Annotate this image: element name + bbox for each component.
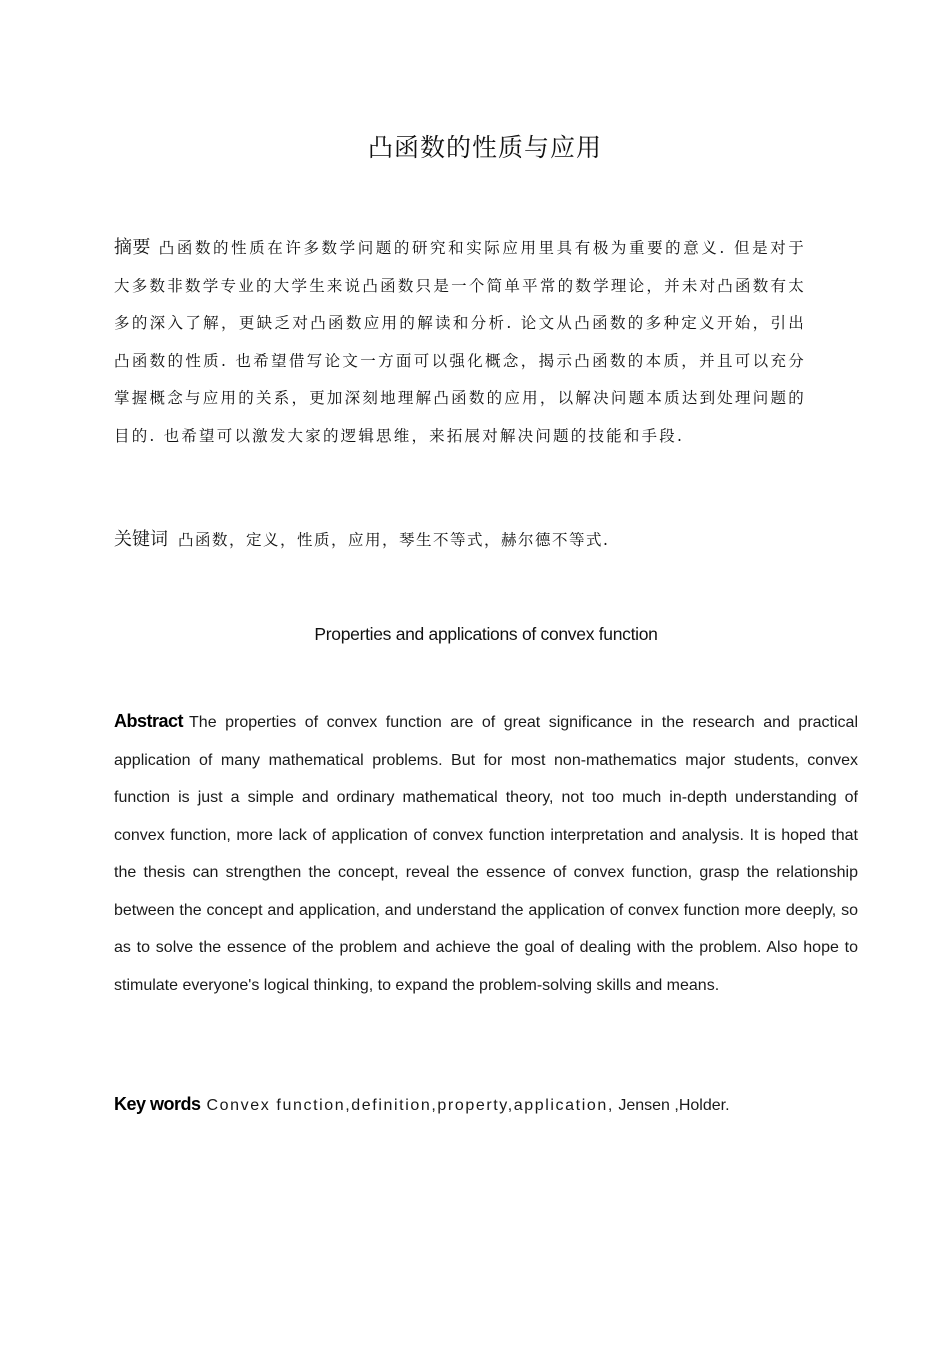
english-abstract-label: Abstract xyxy=(114,711,184,731)
chinese-abstract xyxy=(114,229,806,455)
chinese-keywords-text: 凸函数，定义，性质，应用，琴生不等式，赫尔德不等式. xyxy=(178,531,610,549)
english-abstract xyxy=(114,703,858,1004)
english-keywords-text: Convex function,definition,property,application, xyxy=(206,1097,614,1114)
english-title: Properties and applications of convex function xyxy=(314,624,658,644)
english-keywords-label: Key words xyxy=(114,1094,201,1114)
chinese-keywords xyxy=(114,524,834,556)
english-keywords-tail: Jensen ,Holder. xyxy=(613,1097,730,1114)
chinese-keywords-label: 关键词 xyxy=(114,529,168,550)
english-keywords xyxy=(114,1088,874,1122)
chinese-title: 凸函数的性质与应用 xyxy=(367,133,602,162)
english-abstract-text: The properties of convex function are of great significance in the research and practical application of many mathematical problems. But for most non-mathematics major students, convex function is just a simple and ordinary mathematical theory, not too much in-depth understanding of convex function, more lack of application of convex function interpretation and analysis. It is hoped that the thesis can strengthen the concept, reveal the essence of convex function, grasp the relationship between the concept and application, and understand the application of convex function more deeply, so as to solve the essence of the problem and achieve the goal of dealing with the problem. Also hope to stimulate everyone's logical thinking, to expand the problem-solving skills and means. xyxy=(114,714,858,994)
chinese-abstract-text: 凸函数的性质在许多数学问题的研究和实际应用里具有极为重要的意义. 但是对于大多数非数学专业的大学生来说凸函数只是一个简单平常的数学理论，并未对凸函数有太多的深入了解，更缺乏对凸函数应用的解读和分析. 论文从凸函数的多种定义开始，引出凸函数的性质. 也希望借写论文一方面可以强化概念，揭示凸函数的本质，并且可以充分掌握概念与应用的关系，更加深刻地理解凸函数的应用，以解决问题本质达到处理问题的目的. 也希望可以激发大家的逻辑思维，来拓展对解决问题的技能和手段. xyxy=(114,239,807,445)
chinese-abstract-label: 摘要 xyxy=(114,237,151,258)
